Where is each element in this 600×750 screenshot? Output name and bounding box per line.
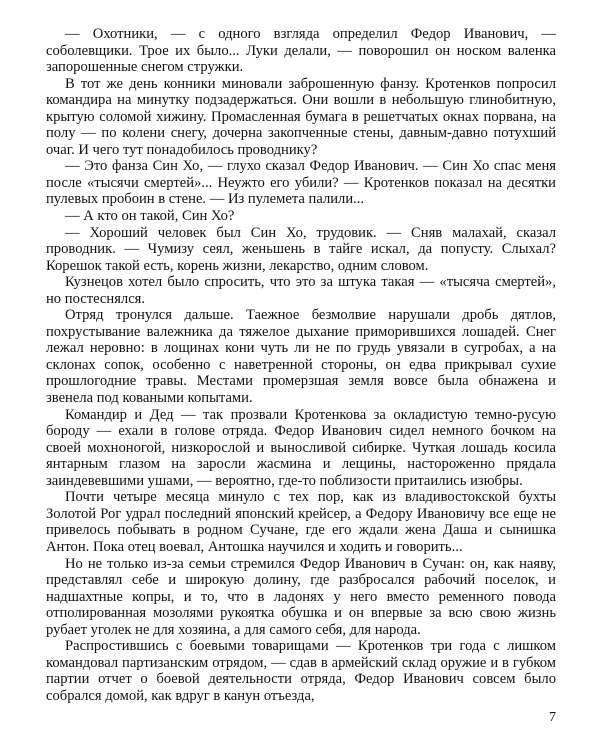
paragraph: Отряд тронулся дальше. Таежное безмолвие нарушали дробь дятлов, похрустывание валежника да тяжелое дыхание приморившихся лошадей. Снег лежал неровно: в лощинах кони чуть ли не по грудь увязали в сугробах, а на склонах сопок, особенно с наветренной стороны, он едва прикрывал сухие прошлогодние травы. Местами промерзшая земля вовсе была обнажена и звенела под коваными копытами. — [46, 307, 556, 407]
page-number: 7 — [549, 710, 556, 725]
paragraph: — Это фанза Син Хо, — глухо сказал Федор Иванович. — Син Хо спас меня после «тысячи смертей»... Неужто его убили? — Кротенков показал на десятки пулевых пробоин в стене. — Из пулемета палили... — [46, 158, 556, 208]
paragraph: Командир и Дед — так прозвали Кротенкова за окладистую темно-русую бороду — ехали в голове отряда. Федор Иванович сидел немного бочком на своей мохноногой, низкорослой и выносливой сибирке. Чуткая лошадь косила янтарным глазом на заросли жасмина и лещины, настороженно прядала заиндевевшими ушами, — вероятно, где-то поблизости притаились изюбры. — [46, 406, 556, 489]
book-page — [46, 26, 556, 704]
paragraph: Почти четыре месяца минуло с тех пор, как из владивостокской бухты Золотой Рог удрал последний японский крейсер, а Федору Ивановичу все еще не привелось побывать в родном Сучане, где его ждали жена Даша и сынишка Антон. Пока отец воевал, Антошка научился и ходить и говорить... — [46, 489, 556, 555]
paragraph: — Охотники, — с одного взгляда определил Федор Иванович, — соболевщики. Трое их было... Луки делали, — поворошил он носком валенка запорошенные снегом стружки. — [46, 26, 556, 76]
paragraph: В тот же день конники миновали заброшенную фанзу. Кротенков попросил командира на минутку подзадержаться. Они вошли в небольшую глинобитную, крытую соломой хижину. Промасленная бумага в решетчатых окнах порвана, на полу — по колени снегу, дочерна закопченные стены, давным-давно потухший очаг. И чего тут понадобилось проводнику? — [46, 75, 556, 158]
paragraph: Кузнецов хотел было спросить, что это за штука такая — «тысяча смертей», но постеснялся. — [46, 274, 556, 307]
paragraph: — А кто он такой, Син Хо? — [65, 208, 235, 225]
paragraph: Распростившись с боевыми товарищами — Кротенков три года с лишком командовал партизанским отрядом, — сдав в армейский склад оружие и в губком партии отчет о боевой деятельности отряда, Федор Иванович совсем было собрался домой, как вдруг в канун отъезда, — [46, 638, 556, 704]
paragraph: — Хороший человек был Син Хо, трудовик. — Сняв малахай, сказал проводник. — Чумизу сеял, женьшень в тайге искал, да попусту. Слыхал? Корешок такой есть, корень жизни, лекарство, одним словом. — [46, 224, 556, 274]
paragraph: Но не только из-за семьи стремился Федор Иванович в Сучан: он, как наяву, представлял себе и широкую долину, где разбросался рабочий поселок, и надшахтные копры, и то, что в ладонях у него вместо ременного повода отполированная мозолями рукоятка обушка и он впервые за всю свою жизнь рубает уголек не для хозяина, а для самого себя, для народа. — [46, 555, 556, 638]
